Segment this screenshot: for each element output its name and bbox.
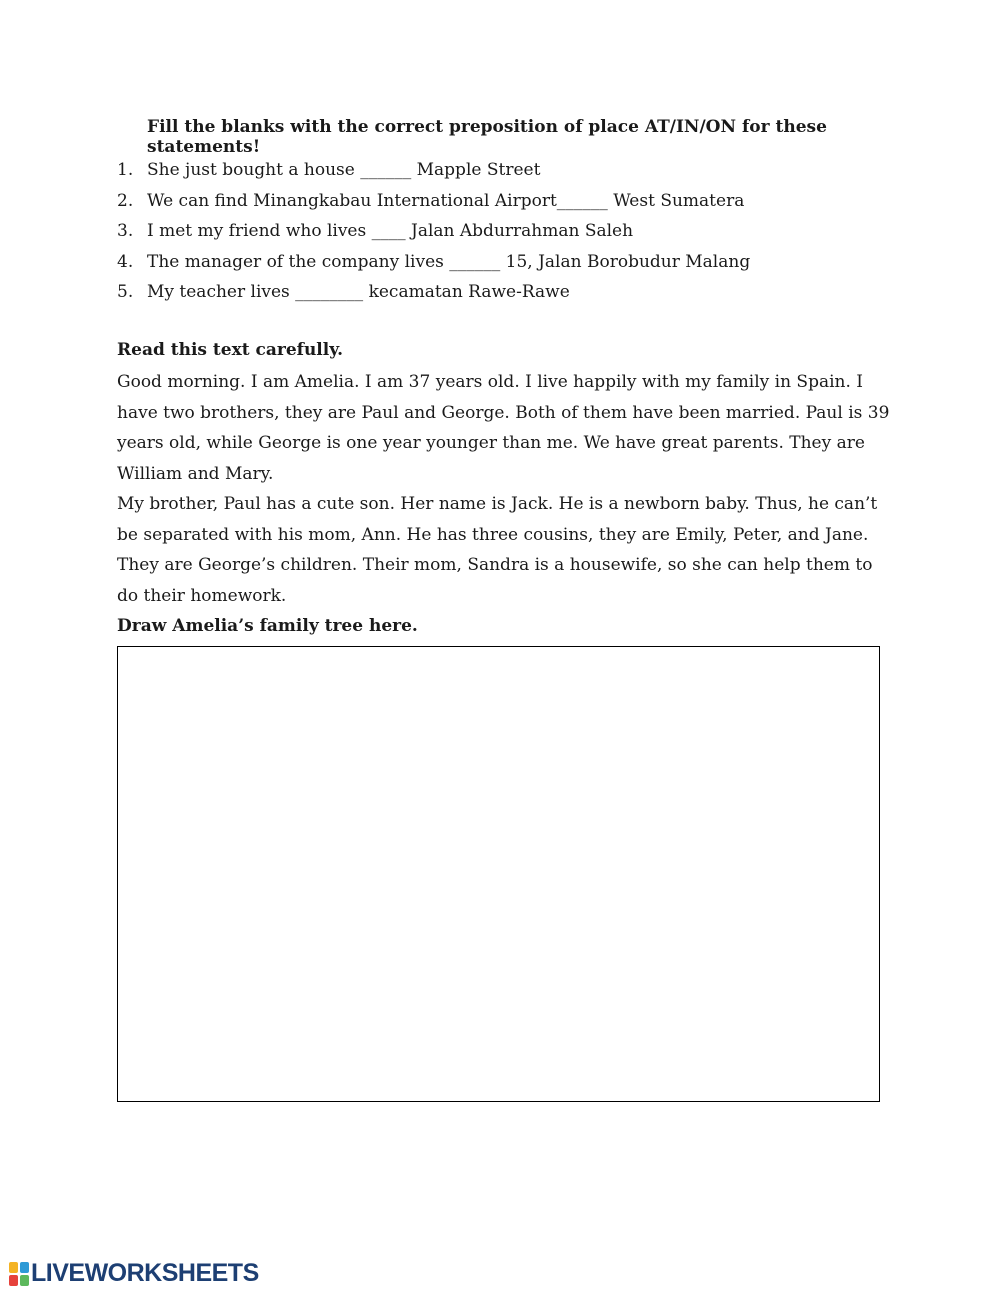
question-item [117, 155, 750, 186]
logo-tile [9, 1262, 18, 1273]
logo-tile [9, 1275, 18, 1286]
reading-paragraph-1: Good morning. I am Amelia. I am 37 years old. I live happily with my family in Spain. I have two brothers, they are Paul and George. Both of them have been married. Paul is 39 years old, while George is one year younger than me. We have great parents. They are William and Mary. [117, 372, 890, 484]
question-text: We can find Minangkabau International Airport______ West Sumatera [147, 190, 745, 211]
family-tree-drawing-area[interactable] [117, 646, 880, 1102]
logo-tile [20, 1275, 29, 1286]
question-number: 2. [117, 190, 134, 211]
question-item [117, 216, 750, 247]
reading-passage [117, 367, 897, 611]
logo-tile [20, 1262, 29, 1273]
instructions-heading: Fill the blanks with the correct preposition of place AT/IN/ON for these statements! [147, 117, 827, 157]
logo-text: LIVEWORKSHEETS [31, 1259, 259, 1287]
question-text: The manager of the company lives ______ 15, Jalan Borobudur Malang [147, 251, 751, 272]
reading-heading: Read this text carefully. [117, 340, 344, 360]
question-text: She just bought a house ______ Mapple Street [147, 160, 541, 180]
question-item [117, 247, 750, 278]
question-text: I met my friend who lives ____ Jalan Abdurrahman Saleh [147, 221, 634, 241]
question-item [117, 277, 750, 308]
question-item [117, 186, 750, 217]
liveworksheets-logo-icon [9, 1262, 29, 1286]
question-text: My teacher lives ________ kecamatan Rawe-Rawe [147, 282, 570, 302]
reading-paragraph-2: My brother, Paul has a cute son. Her name is Jack. He is a newborn baby. Thus, he can’t be separated with his mom, Ann. He has three cousins, they are Emily, Peter, and Jane. They are George’s children. Their mom, Sandra is a housewife, so she can help them to do their homework. [117, 494, 878, 606]
question-number: 3. [117, 221, 134, 241]
family-tree-heading: Draw Amelia’s family tree here. [117, 616, 418, 636]
question-list [117, 155, 750, 308]
liveworksheets-logo [9, 1259, 259, 1288]
question-number: 5. [117, 282, 134, 302]
question-number: 1. [117, 160, 134, 180]
question-number: 4. [117, 251, 134, 272]
